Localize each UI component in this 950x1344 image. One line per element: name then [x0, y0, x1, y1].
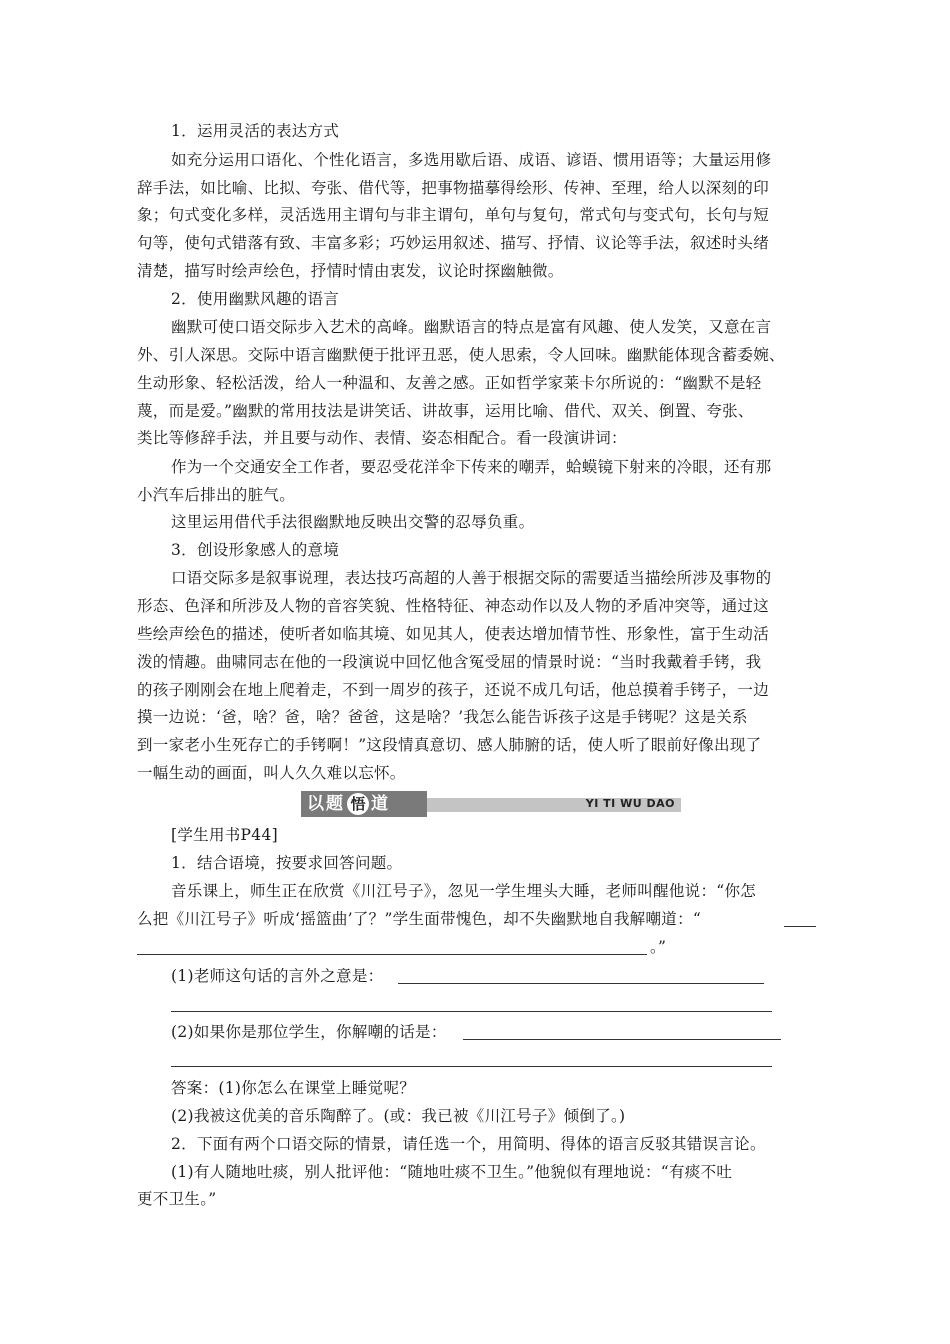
paragraph-line: 外、引人深思。交际中语言幽默便于批评丑恶，使人思索，令人回味。幽默能体现含蓄委婉、: [137, 346, 785, 364]
paragraph-line: 清楚，描写时绘声绘色，抒情时情由衷发，议论时探幽触微。: [137, 262, 564, 280]
answer-blank[interactable]: [171, 1066, 772, 1067]
answer-blank[interactable]: [398, 983, 764, 984]
paragraph-line: 象；句式变化多样，灵活选用主谓句与非主谓句，单句与复句，常式句与变式句，长句与短: [137, 206, 770, 224]
paragraph-line: 如充分运用口语化、个性化语言，多选用歇后语、成语、谚语、惯用语等；大量运用修: [171, 151, 772, 169]
question-2-scenario: (1)有人随地吐痰，别人批评他：“随地吐痰不卫生。”他貌似有理地说：“有痰不吐: [171, 1163, 733, 1181]
question-1-context: 么把《川江号子》听成‘摇篮曲’了？”学生面带愧色，却不失幽默地自我解嘲道：“: [137, 910, 702, 928]
paragraph-line: 口语交际多是叙事说理，表达技巧高超的人善于根据交际的需要适当描绘所涉及事物的: [171, 569, 772, 587]
sub-question-2: (2)如果你是那位学生，你解嘲的话是：: [171, 1023, 447, 1041]
answer-blank[interactable]: [784, 926, 816, 927]
paragraph-line: 辞手法，如比喻、比拟、夸张、借代等，把事物描摹得绘形、传神、至理，给人以深刻的印: [137, 179, 770, 197]
paragraph-line: 一幅生动的画面，叫人久久难以忘怀。: [137, 764, 406, 782]
question-2-scenario: 更不卫生。”: [137, 1190, 217, 1208]
heading-3: 3．创设形象感人的意境: [171, 541, 340, 559]
textbook-reference: [学生用书P44]: [171, 826, 278, 844]
answer-blank[interactable]: [137, 954, 647, 955]
banner-pinyin: YI TI WU DAO: [585, 797, 675, 810]
paragraph-line: 幽默可使口语交际步入艺术的高峰。幽默语言的特点是富有风趣、使人发笑，又意在言: [171, 318, 772, 336]
banner-title: [307, 791, 390, 817]
question-1: 1．结合语境，按要求回答问题。: [171, 854, 403, 872]
paragraph-line: 句等，使句式错落有致、丰富多彩；巧妙运用叙述、描写、抒情、议论等手法，叙述时头绪: [137, 234, 770, 252]
heading-2: 2．使用幽默风趣的语言: [171, 290, 340, 308]
answer-line: 答案：(1)你怎么在课堂上睡觉呢？: [171, 1079, 416, 1097]
answer-line: (2)我被这优美的音乐陶醉了。(或：我已被《川江号子》倾倒了。): [171, 1107, 626, 1125]
quote-line: 作为一个交通安全工作者，要忍受花洋伞下传来的嘲弄，蛤蟆镜下射来的冷眼，还有那: [171, 458, 772, 476]
quote-line: 小汽车后排出的脏气。: [137, 486, 296, 504]
paragraph-line: 些绘声绘色的描述，使听者如临其境、如见其人，使表达增加情节性、形象性，富于生动活: [137, 625, 770, 643]
banner-circled-char: 悟: [347, 793, 369, 815]
paragraph-line: 这里运用借代手法很幽默地反映出交警的忍辱负重。: [171, 513, 535, 531]
section-banner: [301, 791, 681, 817]
paragraph-line: 形态、色泽和所涉及人物的音容笑貌、性格特征、神态动作以及人物的矛盾冲突等，通过这: [137, 597, 770, 615]
paragraph-line: 的孩子刚刚会在地上爬着走，不到一周岁的孩子，还说不成几句话，他总摸着手铐子，一边: [137, 681, 770, 699]
paragraph-line: 到一家老小生死存亡的手铐啊！”这段情真意切、感人肺腑的话，使人听了眼前好像出现了: [137, 736, 762, 754]
banner-title-pre: 以题: [307, 794, 345, 814]
heading-1: 1．运用灵活的表达方式: [171, 122, 340, 140]
paragraph-line: 生动形象、轻松活泼，给人一种温和、友善之感。正如哲学家莱卡尔所说的：“幽默不是轻: [137, 374, 762, 392]
paragraph-line: 类比等修辞手法，并且要与动作、表情、姿态相配合。看一段演讲词：: [137, 429, 627, 447]
question-2: 2．下面有两个口语交际的情景，请任选一个，用简明、得体的语言反驳其错误言论。: [171, 1135, 766, 1153]
sub-question-1: (1)老师这句话的言外之意是：: [171, 967, 384, 985]
question-1-context-end: 。”: [650, 938, 667, 956]
question-1-context: 音乐课上，师生正在欣赏《川江号子》，忽见一学生埋头大睡，老师叫醒他说：“你怎: [171, 882, 757, 900]
paragraph-line: 摸一边说：‘爸，啥？爸，啥？爸爸，这是啥？’我怎么能告诉孩子这是手铐呢？这是关系: [137, 708, 748, 726]
banner-title-post: 道: [371, 794, 390, 814]
paragraph-line: 蔑，而是爱。”幽默的常用技法是讲笑话、讲故事，运用比喻、借代、双关、倒置、夸张、: [137, 402, 754, 420]
paragraph-line: 泼的情趣。曲啸同志在他的一段演说中回忆他含冤受屈的情景时说：“当时我戴着手铐，我: [137, 653, 762, 671]
answer-blank[interactable]: [463, 1039, 781, 1040]
answer-blank[interactable]: [171, 1011, 772, 1012]
